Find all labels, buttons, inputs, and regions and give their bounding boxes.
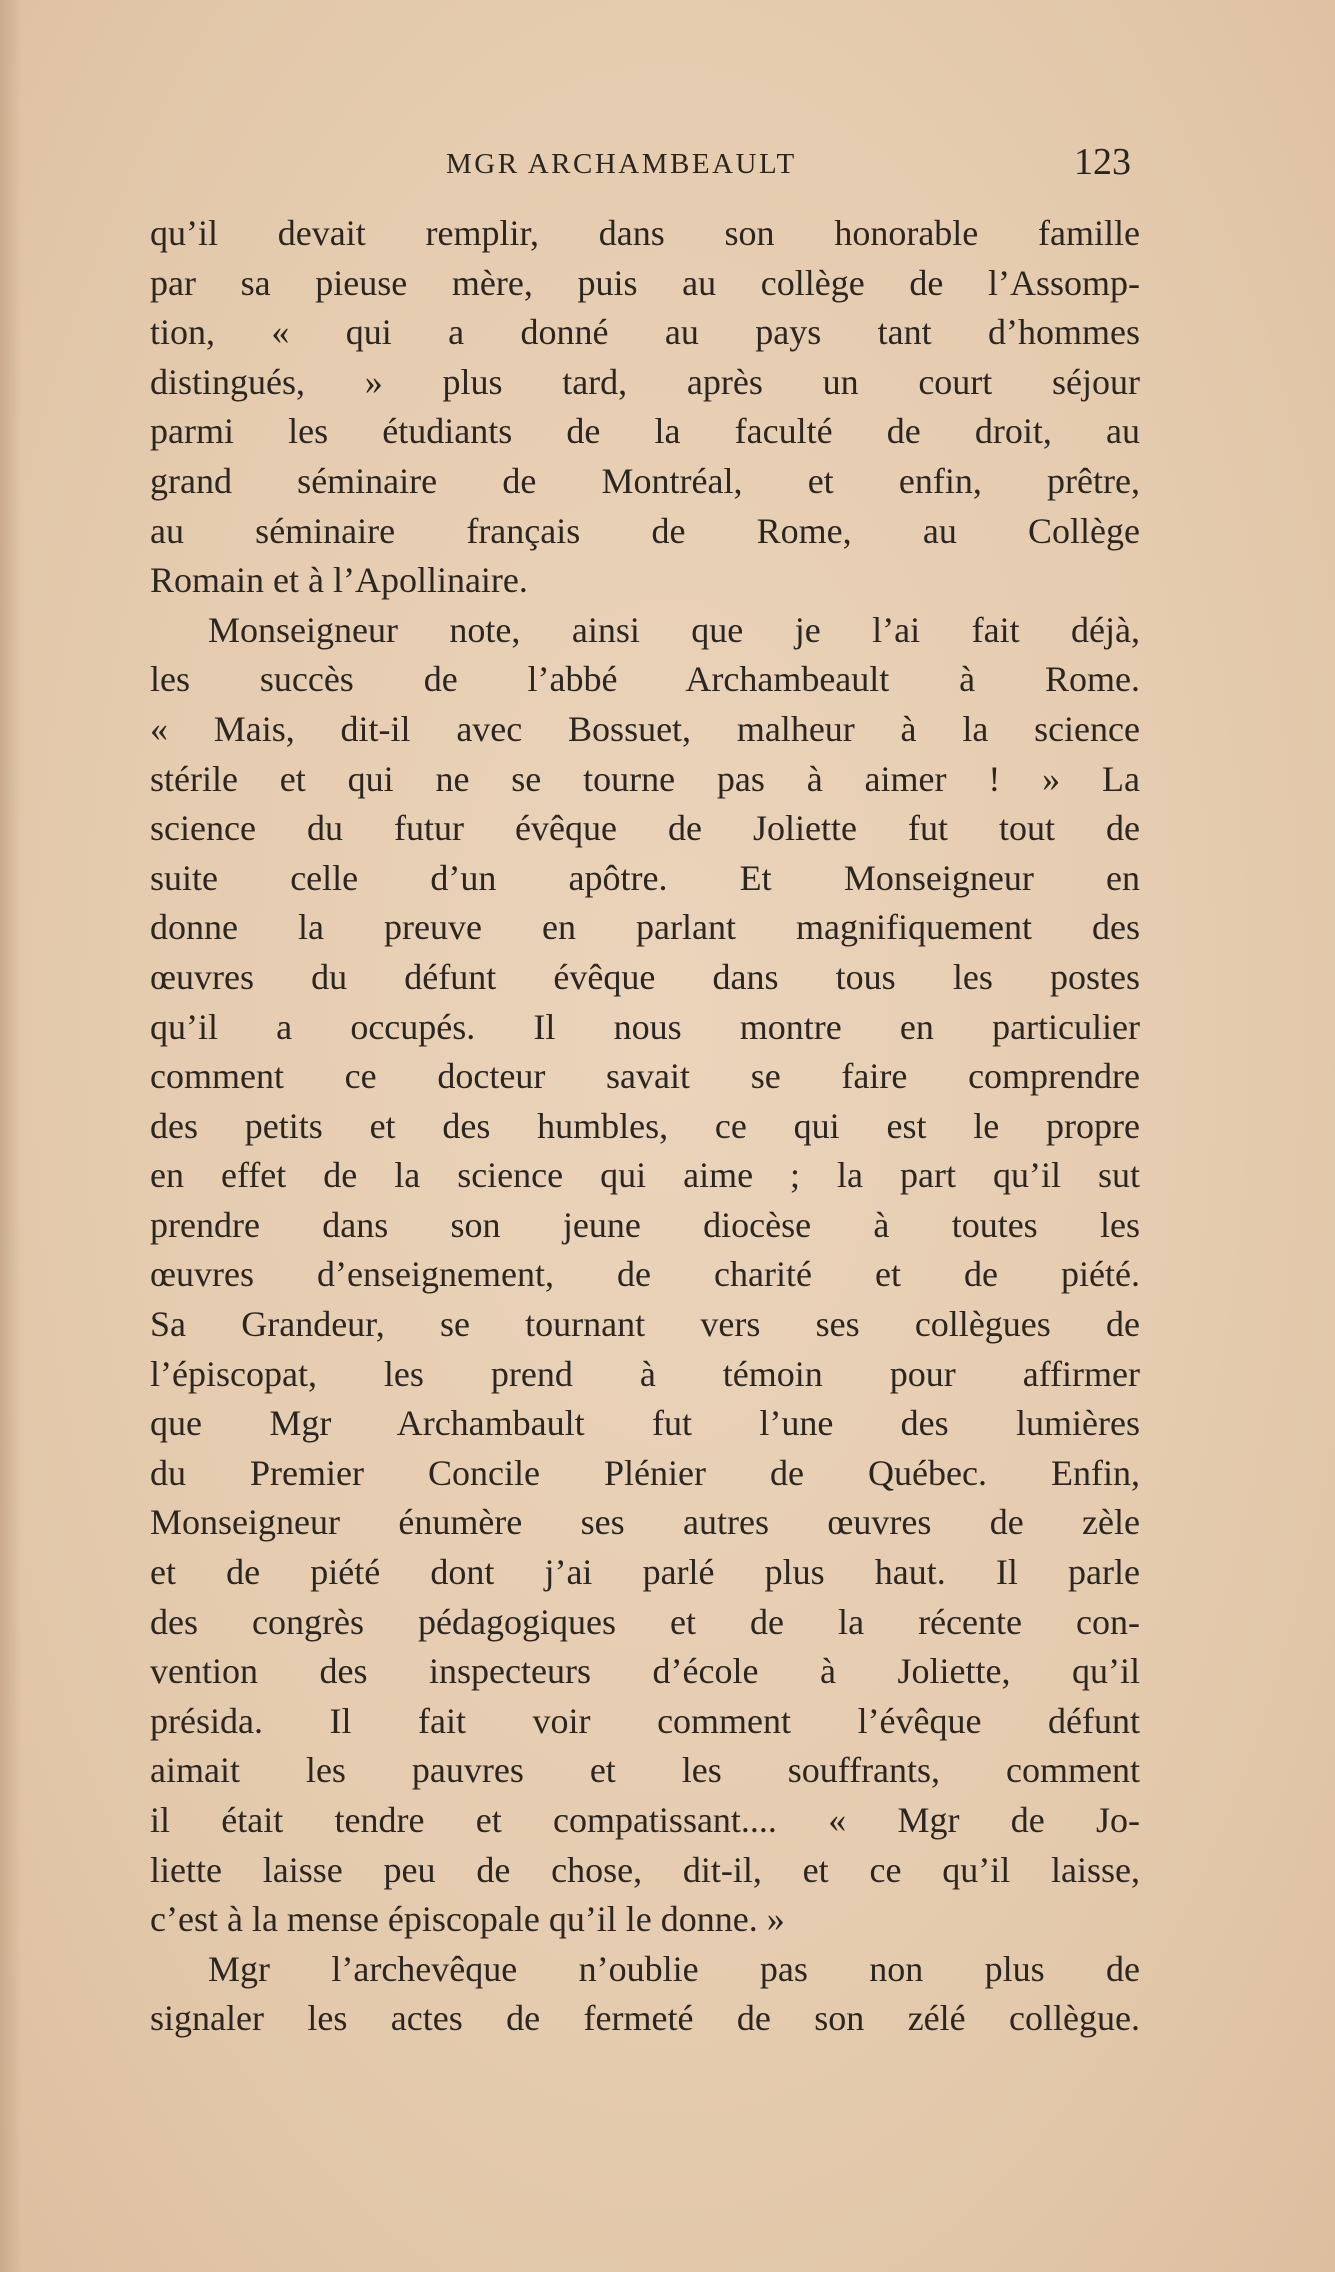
text-line: qu’il a occupés. Il nous montre en particulier bbox=[150, 1006, 1140, 1047]
body-text bbox=[150, 209, 1140, 2044]
text-line: donne la preuve en parlant magnifiquement des bbox=[150, 907, 1140, 948]
text-line: science du futur évêque de Joliette fut tout de bbox=[150, 808, 1140, 849]
text-line: que Mgr Archambault fut l’une des lumières bbox=[150, 1403, 1140, 1444]
running-title: MGR ARCHAMBEAULT bbox=[446, 148, 797, 180]
text-line: en effet de la science qui aime ; la part qu’il sut bbox=[150, 1155, 1140, 1196]
text-line: tion, « qui a donné au pays tant d’hommes bbox=[150, 312, 1140, 353]
text-line: les succès de l’abbé Archambeault à Rome. bbox=[150, 659, 1140, 700]
paragraph-start-line: Mgr l’archevêque n’oublie pas non plus de bbox=[208, 1948, 1140, 1989]
text-line: signaler les actes de fermeté de son zélé collègue. bbox=[150, 1998, 1140, 2039]
text-line: liette laisse peu de chose, dit-il, et ce qu’il laisse, bbox=[150, 1849, 1140, 1890]
text-line: stérile et qui ne se tourne pas à aimer ! » La bbox=[150, 758, 1140, 799]
text-line: c’est à la mense épiscopale qu’il le donne. » bbox=[150, 1899, 785, 1940]
text-line: vention des inspecteurs d’école à Joliette, qu’il bbox=[150, 1651, 1140, 1692]
text-line: œuvres d’enseignement, de charité et de piété. bbox=[150, 1254, 1140, 1295]
text-line: Sa Grandeur, se tournant vers ses collègues de bbox=[150, 1304, 1140, 1345]
text-line: « Mais, dit-il avec Bossuet, malheur à la science bbox=[150, 708, 1140, 749]
text-line: des petits et des humbles, ce qui est le propre bbox=[150, 1105, 1140, 1146]
text-line: présida. Il fait voir comment l’évêque défunt bbox=[150, 1700, 1140, 1741]
text-line: œuvres du défunt évêque dans tous les postes bbox=[150, 956, 1140, 997]
text-line: prendre dans son jeune diocèse à toutes les bbox=[150, 1204, 1140, 1245]
text-line: comment ce docteur savait se faire comprendre bbox=[150, 1056, 1140, 1097]
page-number: 123 bbox=[1074, 141, 1131, 183]
text-line: parmi les étudiants de la faculté de droit, au bbox=[150, 411, 1140, 452]
text-line: il était tendre et compatissant.... « Mgr de Jo- bbox=[150, 1800, 1140, 1840]
running-head bbox=[0, 140, 1335, 190]
paragraph-start-line: Monseigneur note, ainsi que je l’ai fait déjà, bbox=[208, 609, 1140, 650]
text-line: l’épiscopat, les prend à témoin pour affirmer bbox=[150, 1353, 1140, 1394]
text-line: suite celle d’un apôtre. Et Monseigneur en bbox=[150, 857, 1140, 898]
text-line: des congrès pédagogiques et de la récente con- bbox=[150, 1601, 1140, 1642]
text-line: Monseigneur énumère ses autres œuvres de zèle bbox=[150, 1502, 1140, 1543]
text-line: distingués, » plus tard, après un court séjour bbox=[150, 361, 1140, 402]
text-line: qu’il devait remplir, dans son honorable famille bbox=[150, 213, 1140, 253]
text-line: grand séminaire de Montréal, et enfin, prêtre, bbox=[150, 460, 1140, 501]
text-line: par sa pieuse mère, puis au collège de l’Assomp- bbox=[150, 262, 1140, 303]
text-line: et de piété dont j’ai parlé plus haut. Il parle bbox=[150, 1552, 1140, 1593]
text-line: Romain et à l’Apollinaire. bbox=[150, 560, 528, 601]
text-line: au séminaire français de Rome, au Collège bbox=[150, 510, 1140, 551]
text-line: du Premier Concile Plénier de Québec. Enfin, bbox=[150, 1452, 1140, 1493]
text-line: aimait les pauvres et les souffrants, comment bbox=[150, 1750, 1140, 1791]
